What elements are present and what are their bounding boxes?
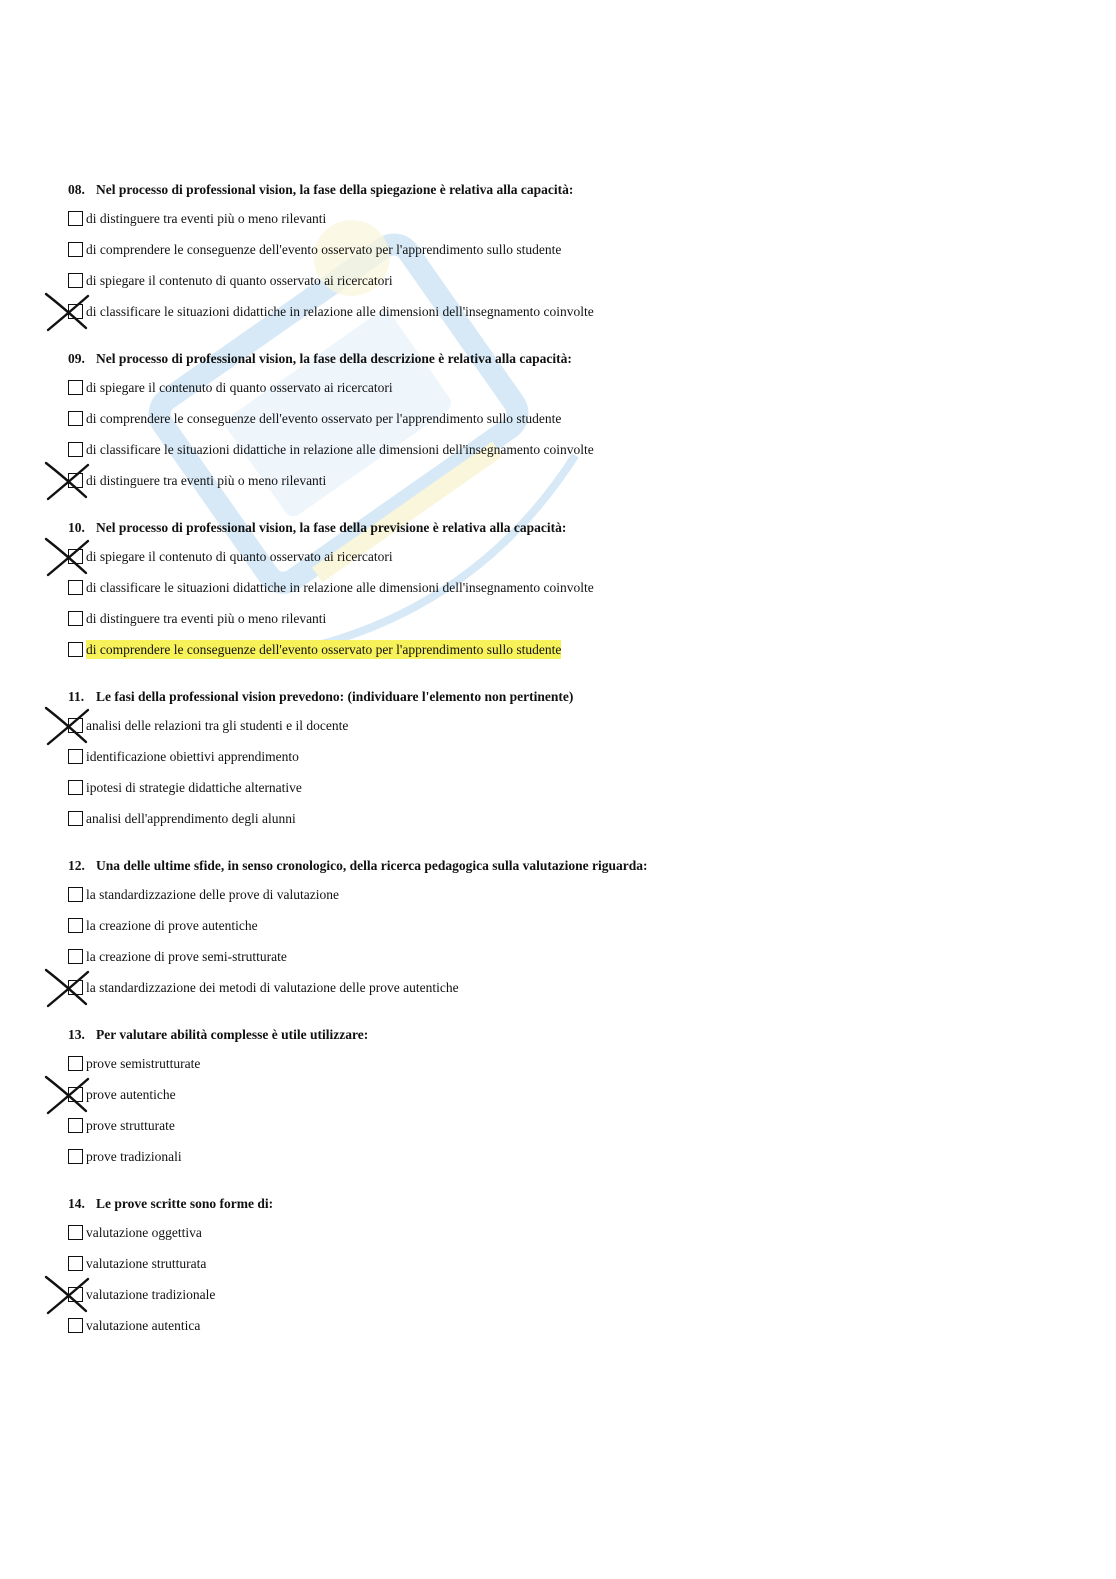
checkbox[interactable] <box>68 1256 83 1271</box>
question-title <box>68 349 1068 369</box>
checkbox[interactable] <box>68 749 83 764</box>
question-title <box>68 1025 1068 1045</box>
question-title <box>68 518 1068 538</box>
answer-option[interactable] <box>68 1085 1068 1116</box>
question-text: Le fasi della professional vision prevedono: (individuare l'elemento non pertinente) <box>96 689 574 704</box>
answer-option-label: la standardizzazione dei metodi di valutazione delle prove autentiche <box>86 980 459 995</box>
question-title <box>68 687 1068 707</box>
answer-option-label: la creazione di prove autentiche <box>86 918 258 933</box>
question-text: Nel processo di professional vision, la fase della previsione è relativa alla capacità: <box>96 520 567 535</box>
checkbox[interactable] <box>68 780 83 795</box>
checkbox[interactable] <box>68 887 83 902</box>
answer-option[interactable] <box>68 916 1068 947</box>
question-block <box>68 687 1068 840</box>
checkbox[interactable] <box>68 380 83 395</box>
answer-option[interactable] <box>68 778 1068 809</box>
answer-option-label: analisi dell'apprendimento degli alunni <box>86 811 296 826</box>
answer-option-label: di classificare le situazioni didattiche in relazione alle dimensioni dell'insegnamento coinvolte <box>86 442 594 457</box>
checkbox-checked[interactable] <box>68 549 83 564</box>
answer-option-label: valutazione tradizionale <box>86 1287 216 1302</box>
checkbox-checked[interactable] <box>68 473 83 488</box>
answer-option[interactable] <box>68 240 1068 271</box>
quiz-page <box>68 180 1068 1363</box>
answer-option-label: di distinguere tra eventi più o meno rilevanti <box>86 611 327 626</box>
answer-option[interactable] <box>68 609 1068 640</box>
checkbox-checked[interactable] <box>68 1287 83 1302</box>
answer-option-label: prove tradizionali <box>86 1149 182 1164</box>
handwritten-x-mark-icon <box>42 702 92 748</box>
answer-option[interactable] <box>68 947 1068 978</box>
answer-option[interactable] <box>68 409 1068 440</box>
checkbox-checked[interactable] <box>68 980 83 995</box>
question-number: 08. <box>68 182 85 197</box>
answer-option-label: la standardizzazione delle prove di valutazione <box>86 887 340 902</box>
question-number: 09. <box>68 351 85 366</box>
answer-option[interactable] <box>68 547 1068 578</box>
answer-option-label: di comprendere le conseguenze dell'evento osservato per l'apprendimento sullo studente <box>86 411 562 426</box>
question-number: 12. <box>68 858 85 873</box>
question-block <box>68 856 1068 1009</box>
question-title <box>68 180 1068 200</box>
checkbox[interactable] <box>68 242 83 257</box>
answer-option[interactable] <box>68 809 1068 840</box>
answer-option[interactable] <box>68 1147 1068 1178</box>
question-block <box>68 1025 1068 1178</box>
answer-option[interactable] <box>68 578 1068 609</box>
answer-option[interactable] <box>68 1285 1068 1316</box>
answer-option-label: valutazione autentica <box>86 1318 201 1333</box>
answer-option-label: di spiegare il contenuto di quanto osservato ai ricercatori <box>86 380 393 395</box>
answer-option-label: prove strutturate <box>86 1118 175 1133</box>
answer-option-label: prove autentiche <box>86 1087 176 1102</box>
answer-option[interactable] <box>68 747 1068 778</box>
answer-option[interactable] <box>68 640 1068 671</box>
answer-option-label: prove semistrutturate <box>86 1056 201 1071</box>
question-number: 11. <box>68 689 85 704</box>
answer-option[interactable] <box>68 440 1068 471</box>
checkbox[interactable] <box>68 211 83 226</box>
answer-option-label: di distinguere tra eventi più o meno rilevanti <box>86 473 327 488</box>
checkbox[interactable] <box>68 1318 83 1333</box>
answer-option-label: valutazione strutturata <box>86 1256 207 1271</box>
answer-option[interactable] <box>68 978 1068 1009</box>
answer-option-label: la creazione di prove semi-strutturate <box>86 949 287 964</box>
checkbox-checked[interactable] <box>68 304 83 319</box>
question-block <box>68 518 1068 671</box>
answer-option-label: valutazione oggettiva <box>86 1225 202 1240</box>
answer-option[interactable] <box>68 271 1068 302</box>
checkbox[interactable] <box>68 611 83 626</box>
answer-option-label: di classificare le situazioni didattiche in relazione alle dimensioni dell'insegnamento coinvolte <box>86 580 594 595</box>
question-text: Nel processo di professional vision, la fase della descrizione è relativa alla capacità: <box>96 351 572 366</box>
answer-option[interactable] <box>68 471 1068 502</box>
question-title <box>68 1194 1068 1214</box>
answer-option-label: di comprendere le conseguenze dell'evento osservato per l'apprendimento sullo studente <box>86 242 562 257</box>
checkbox[interactable] <box>68 918 83 933</box>
answer-option[interactable] <box>68 716 1068 747</box>
checkbox[interactable] <box>68 1149 83 1164</box>
question-block <box>68 1194 1068 1347</box>
answer-option-label: ipotesi di strategie didattiche alternative <box>86 780 302 795</box>
checkbox[interactable] <box>68 811 83 826</box>
answer-option[interactable] <box>68 1054 1068 1085</box>
answer-option[interactable] <box>68 302 1068 333</box>
question-text: Per valutare abilità complesse è utile utilizzare: <box>96 1027 369 1042</box>
checkbox[interactable] <box>68 1118 83 1133</box>
answer-option[interactable] <box>68 1116 1068 1147</box>
handwritten-x-mark-icon <box>42 533 92 579</box>
answer-option[interactable] <box>68 378 1068 409</box>
question-text: Una delle ultime sfide, in senso cronologico, della ricerca pedagogica sulla valutazione riguarda: <box>96 858 648 873</box>
answer-option-label: analisi delle relazioni tra gli studenti e il docente <box>86 718 349 733</box>
checkbox[interactable] <box>68 411 83 426</box>
answer-option-label-highlighted: di comprendere le conseguenze dell'evento osservato per l'apprendimento sullo studente <box>86 642 562 657</box>
answer-option-label: di distinguere tra eventi più o meno rilevanti <box>86 211 327 226</box>
answer-option-label: di spiegare il contenuto di quanto osservato ai ricercatori <box>86 273 393 288</box>
checkbox-checked[interactable] <box>68 1087 83 1102</box>
question-number: 14. <box>68 1196 85 1211</box>
question-number: 10. <box>68 520 85 535</box>
answer-option[interactable] <box>68 209 1068 240</box>
checkbox[interactable] <box>68 273 83 288</box>
answer-option-label: di classificare le situazioni didattiche in relazione alle dimensioni dell'insegnamento coinvolte <box>86 304 594 319</box>
checkbox[interactable] <box>68 642 83 657</box>
answer-option[interactable] <box>68 885 1068 916</box>
answer-option[interactable] <box>68 1223 1068 1254</box>
question-block <box>68 180 1068 333</box>
question-title <box>68 856 1068 876</box>
question-text: Nel processo di professional vision, la fase della spiegazione è relativa alla capacità: <box>96 182 574 197</box>
question-number: 13. <box>68 1027 85 1042</box>
checkbox[interactable] <box>68 580 83 595</box>
answer-option-label: identificazione obiettivi apprendimento <box>86 749 299 764</box>
checkbox[interactable] <box>68 949 83 964</box>
answer-option-label: di spiegare il contenuto di quanto osservato ai ricercatori <box>86 549 393 564</box>
checkbox-checked[interactable] <box>68 718 83 733</box>
answer-option[interactable] <box>68 1254 1068 1285</box>
checkbox[interactable] <box>68 1056 83 1071</box>
question-block <box>68 349 1068 502</box>
answer-option[interactable] <box>68 1316 1068 1347</box>
question-text: Le prove scritte sono forme di: <box>96 1196 274 1211</box>
checkbox[interactable] <box>68 1225 83 1240</box>
checkbox[interactable] <box>68 442 83 457</box>
